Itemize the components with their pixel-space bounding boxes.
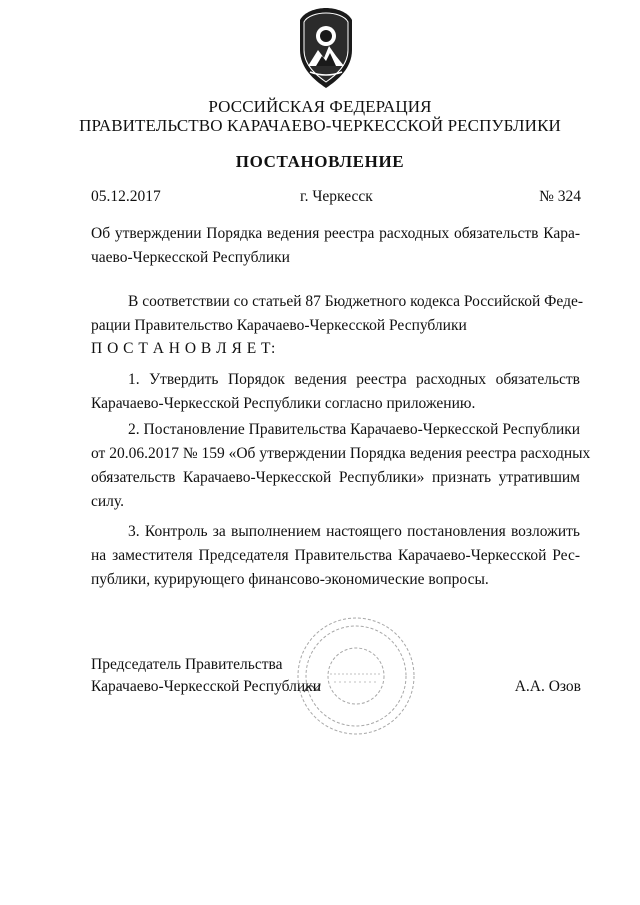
header-government: ПРАВИТЕЛЬСТВО КАРАЧАЕВО-ЧЕРКЕССКОЙ РЕСПУБЛИКИ: [79, 116, 561, 135]
subject-line: чаево-Черкесской Республики: [91, 249, 290, 266]
signatory-name: А.А. Озов: [514, 678, 581, 695]
item-line: 2. Постановление Правительства Карачаево-Черкесской Республики: [128, 421, 581, 438]
header-country: РОССИЙСКАЯ ФЕДЕРАЦИЯ: [208, 97, 432, 116]
subject-line: Об утверждении Порядка ведения реестра расходных обязательств Кара-: [91, 225, 580, 242]
document-title: ПОСТАНОВЛЕНИЕ: [235, 152, 405, 171]
decree-item-2: [91, 418, 591, 514]
item-line: силу.: [91, 493, 124, 510]
coat-of-arms-icon: [296, 6, 356, 90]
item-line: Карачаево-Черкесской Республики согласно приложению.: [91, 395, 476, 412]
decree-item-3: [91, 520, 580, 592]
item-line: 1. Утвердить Порядок ведения реестра расходных обязательств: [128, 371, 580, 388]
document-date: 05.12.2017: [91, 188, 161, 205]
preamble-paragraph: [91, 290, 584, 338]
document-subject: [91, 222, 580, 270]
official-seal-icon: [290, 612, 422, 740]
preamble-line: рации Правительство Карачаево-Черкесской Республики: [91, 317, 467, 334]
document-number: № 324: [539, 188, 581, 205]
preamble-line: В соответствии со статьей 87 Бюджетного кодекса Российской Феде-: [128, 293, 584, 310]
item-line: обязательств Карачаево-Черкесской Республики» признать утратившим: [91, 469, 580, 486]
signatory-position: Председатель Правительства: [91, 656, 283, 673]
item-line: от 20.06.2017 № 159 «Об утверждении Порядка ведения реестра расходных: [91, 445, 591, 462]
item-line: на заместителя Председателя Правительства Карачаево-Черкесской Рес-: [91, 547, 580, 564]
item-line: 3. Контроль за выполнением настоящего постановления возложить: [128, 523, 580, 540]
decree-word: П О С Т А Н О В Л Я Е Т:: [91, 340, 276, 357]
item-line: публики, курирующего финансово-экономические вопросы.: [91, 571, 489, 588]
document-city: г. Черкесск: [300, 188, 373, 205]
signatory-organization: Карачаево-Черкесской Республики: [91, 678, 321, 695]
decree-item-1: [91, 368, 580, 416]
